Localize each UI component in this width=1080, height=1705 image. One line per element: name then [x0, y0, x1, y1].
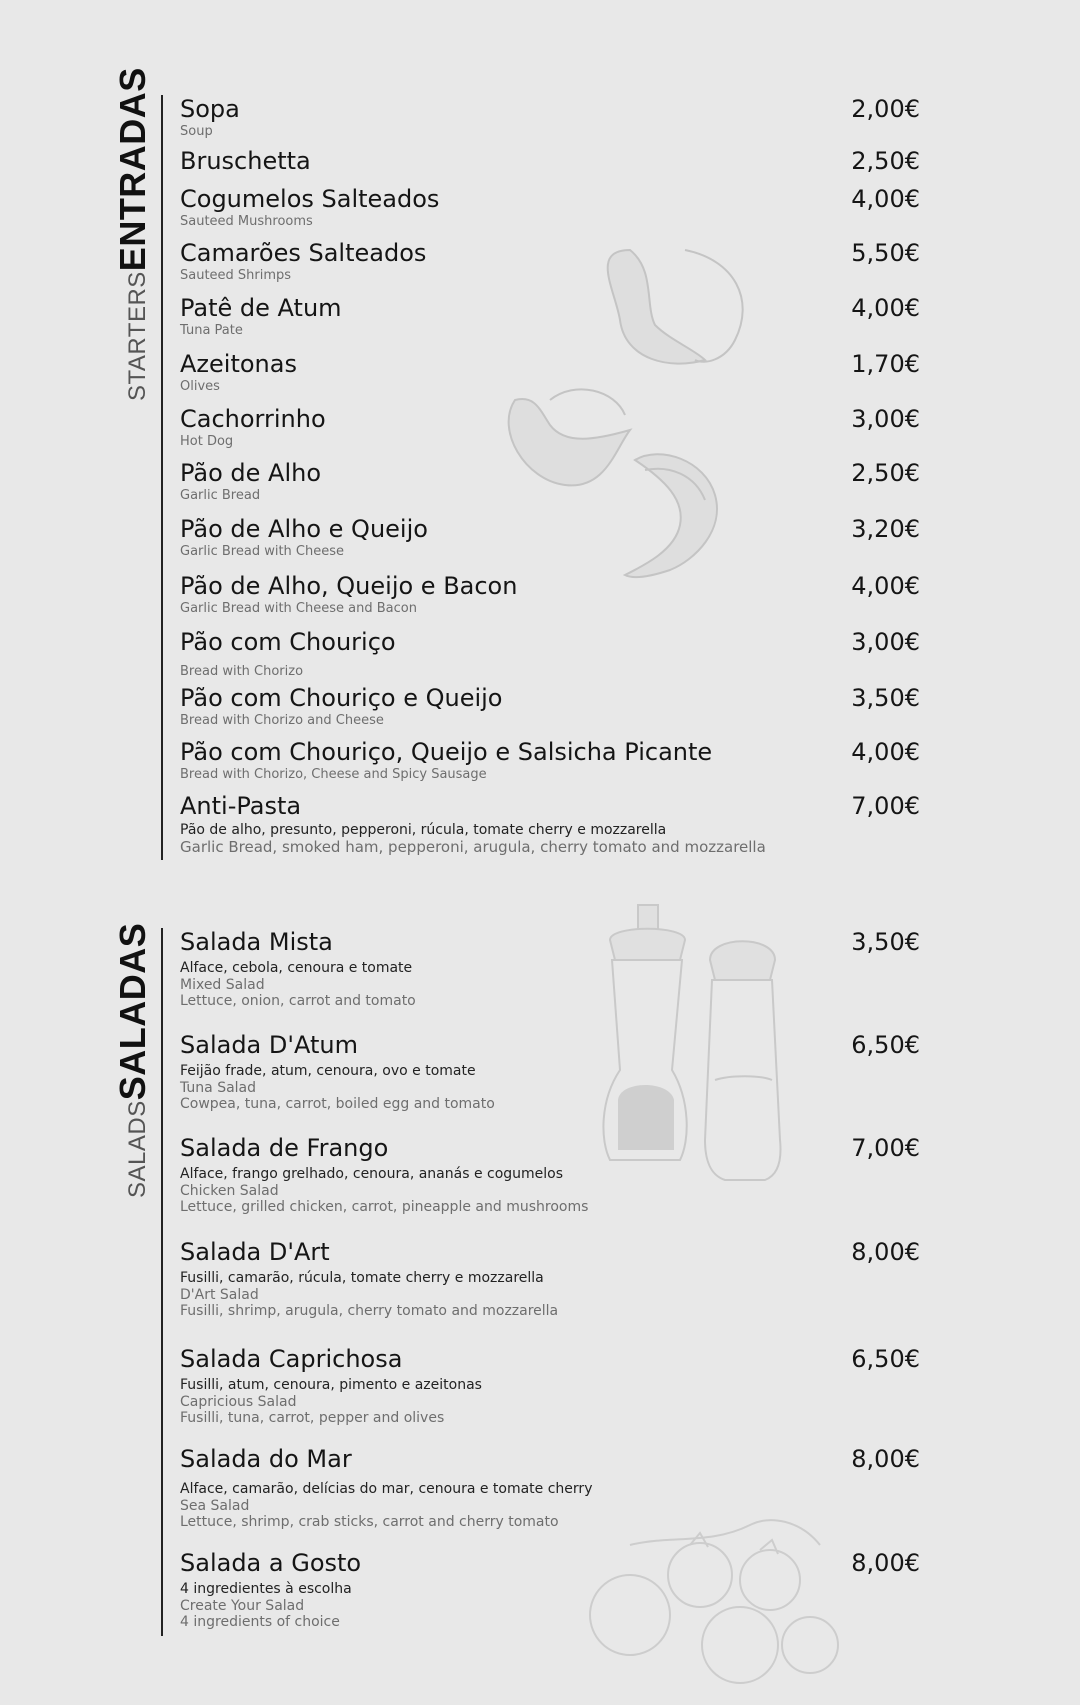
item-name: Pão de Alho, Queijo e Bacon [180, 572, 518, 600]
item-name-en: Sauteed Shrimps [180, 268, 292, 283]
item-name: Cachorrinho [180, 405, 326, 433]
menu-item [180, 572, 920, 617]
item-name-en: Tuna Salad [180, 1080, 257, 1096]
item-price: 2,50€ [851, 147, 920, 175]
menu-item [180, 1031, 920, 1112]
item-price: 3,00€ [851, 628, 920, 656]
item-price: 4,00€ [851, 572, 920, 600]
item-name-en: Garlic Bread with Cheese and Bacon [180, 601, 417, 616]
menu-item [180, 95, 920, 140]
item-name-en: Garlic Bread with Cheese [180, 544, 345, 559]
item-description-en: Lettuce, onion, carrot and tomato [180, 993, 416, 1009]
item-name: Pão com Chouriço e Queijo [180, 684, 503, 712]
item-price: 8,00€ [851, 1445, 920, 1473]
item-name: Salada do Mar [180, 1445, 352, 1473]
item-name-en: Create Your Salad [180, 1598, 305, 1614]
menu-item [180, 294, 920, 339]
starters-heading-pt: ENTRADAS [112, 67, 153, 272]
menu-item [180, 405, 920, 450]
salads-section [0, 922, 1080, 1636]
item-price: 2,00€ [851, 95, 920, 123]
item-name: Cogumelos Salteados [180, 185, 440, 213]
menu-item [180, 684, 920, 729]
item-price: 3,00€ [851, 405, 920, 433]
item-name-en: Tuna Pate [180, 323, 243, 338]
starters-section [0, 67, 1080, 860]
menu-item [180, 1345, 920, 1426]
item-price: 3,50€ [851, 928, 920, 956]
item-price: 3,20€ [851, 515, 920, 543]
menu-item [180, 738, 920, 783]
salads-heading-en: SALADS [124, 1100, 151, 1198]
item-description-en: Lettuce, grilled chicken, carrot, pineapple and mushrooms [180, 1199, 589, 1215]
salads-heading-pt: SALADAS [112, 922, 153, 1101]
item-description: Alface, frango grelhado, cenoura, ananás e cogumelos [180, 1166, 564, 1182]
item-name: Sopa [180, 95, 240, 123]
item-name: Salada Mista [180, 928, 333, 956]
item-name: Pão de Alho [180, 459, 322, 487]
menu-item [180, 792, 920, 855]
item-description: Feijão frade, atum, cenoura, ovo e tomate [180, 1063, 476, 1079]
item-price: 5,50€ [851, 239, 920, 267]
item-name: Salada Caprichosa [180, 1345, 403, 1373]
menu-item [180, 1134, 920, 1215]
item-name-en: Sauteed Mushrooms [180, 214, 313, 229]
menu-item [180, 1445, 920, 1530]
item-name-en: Chicken Salad [180, 1183, 279, 1199]
item-name: Salada D'Atum [180, 1031, 358, 1059]
item-name: Salada a Gosto [180, 1549, 362, 1577]
menu-item [180, 1238, 920, 1319]
item-description: Fusilli, camarão, rúcula, tomate cherry e mozzarella [180, 1270, 544, 1286]
item-name-en: Bread with Chorizo, Cheese and Spicy Sausage [180, 767, 487, 782]
item-description: Alface, camarão, delícias do mar, cenoura e tomate cherry [180, 1481, 593, 1497]
item-name: Anti-Pasta [180, 792, 302, 820]
menu-item [180, 350, 920, 395]
item-price: 4,00€ [851, 738, 920, 766]
item-description: Pão de alho, presunto, pepperoni, rúcula, tomate cherry e mozzarella [180, 822, 667, 838]
menu-item [180, 239, 920, 284]
item-price: 6,50€ [851, 1345, 920, 1373]
item-name-en: Olives [180, 379, 220, 394]
item-description-en: Fusilli, shrimp, arugula, cherry tomato and mozzarella [180, 1303, 559, 1319]
item-price: 4,00€ [851, 185, 920, 213]
item-price: 4,00€ [851, 294, 920, 322]
item-name: Patê de Atum [180, 294, 342, 322]
item-name: Azeitonas [180, 350, 297, 378]
starters-heading [111, 67, 162, 401]
item-description-en: Cowpea, tuna, carrot, boiled egg and tomato [180, 1096, 495, 1112]
item-description-en: Garlic Bread, smoked ham, pepperoni, arugula, cherry tomato and mozzarella [180, 838, 766, 856]
menu-item [180, 147, 920, 175]
item-description-en: Lettuce, shrimp, crab sticks, carrot and cherry tomato [180, 1514, 559, 1530]
menu-item [180, 185, 920, 230]
item-description: 4 ingredientes à escolha [180, 1581, 352, 1597]
starters-heading-en: STARTERS [124, 271, 151, 401]
item-name-en: Bread with Chorizo and Cheese [180, 713, 384, 728]
item-name-en: Sea Salad [180, 1498, 250, 1514]
menu-item [180, 1549, 920, 1630]
item-price: 2,50€ [851, 459, 920, 487]
item-price: 3,50€ [851, 684, 920, 712]
menu-item [180, 459, 920, 504]
item-name-en: Bread with Chorizo [180, 664, 304, 679]
item-price: 8,00€ [851, 1549, 920, 1577]
item-name-en: Hot Dog [180, 434, 234, 449]
menu-item [180, 628, 920, 680]
item-price: 1,70€ [851, 350, 920, 378]
item-name: Pão de Alho e Queijo [180, 515, 428, 543]
item-price: 6,50€ [851, 1031, 920, 1059]
menu-item [180, 515, 920, 560]
item-name-en: Mixed Salad [180, 977, 265, 993]
menu-item [180, 928, 920, 1009]
item-price: 8,00€ [851, 1238, 920, 1266]
item-description: Alface, cebola, cenoura e tomate [180, 960, 413, 976]
item-name-en: Garlic Bread [180, 488, 261, 503]
item-description-en: 4 ingredients of choice [180, 1614, 340, 1630]
item-name-en: Soup [180, 124, 213, 139]
item-name: Salada D'Art [180, 1238, 330, 1266]
item-name-en: D'Art Salad [180, 1287, 259, 1303]
item-name: Camarões Salteados [180, 239, 427, 267]
item-price: 7,00€ [851, 1134, 920, 1162]
item-name: Pão com Chouriço [180, 628, 396, 656]
salads-heading [111, 923, 162, 1198]
item-name-en: Capricious Salad [180, 1394, 297, 1410]
item-price: 7,00€ [851, 792, 920, 820]
item-name: Pão com Chouriço, Queijo e Salsicha Picante [180, 738, 713, 766]
item-name: Bruschetta [180, 147, 311, 175]
item-description: Fusilli, atum, cenoura, pimento e azeitonas [180, 1377, 482, 1393]
item-description-en: Fusilli, tuna, carrot, pepper and olives [180, 1410, 445, 1426]
item-name: Salada de Frango [180, 1134, 389, 1162]
